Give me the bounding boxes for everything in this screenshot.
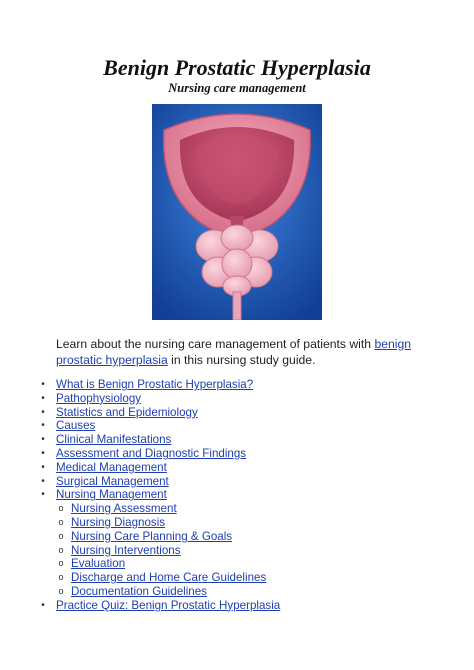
toc-item	[38, 392, 458, 406]
toc-sub-item	[38, 530, 458, 544]
toc-sub-item	[38, 516, 458, 530]
document-subtitle: Nursing care management	[168, 81, 306, 95]
toc-sub-link[interactable]: Evaluation	[71, 557, 126, 571]
toc-item	[38, 433, 458, 447]
toc-link-practice-quiz[interactable]: Practice Quiz: Benign Prostatic Hyperplasia	[56, 598, 281, 612]
toc-item	[38, 378, 458, 392]
document-title: Benign Prostatic Hyperplasia	[103, 55, 371, 80]
toc-sub-link[interactable]: Discharge and Home Care Guidelines	[71, 571, 267, 585]
bph-link[interactable]: benign prostatic hyperplasia	[56, 337, 412, 367]
toc-link[interactable]: Nursing Management	[56, 488, 167, 502]
toc-link[interactable]: Assessment and Diagnostic Findings	[56, 446, 247, 460]
intro-text-after: in this nursing study guide.	[167, 353, 316, 367]
toc-link[interactable]: What is Benign Prostatic Hyperplasia?	[56, 378, 254, 391]
toc-sub-link[interactable]: Nursing Interventions	[71, 543, 181, 557]
toc-link[interactable]: Medical Management	[56, 460, 167, 474]
toc-item	[38, 599, 458, 613]
sub-bullet-icon: o	[58, 544, 64, 555]
sub-bullet-icon: o	[58, 530, 64, 541]
toc-sub-item	[38, 585, 458, 599]
bullet-icon: •	[41, 420, 45, 432]
toc-item	[38, 447, 458, 461]
bullet-icon: •	[41, 475, 45, 487]
prostate-illustration	[152, 104, 322, 320]
sub-bullet-icon: o	[58, 572, 64, 583]
intro-text-before: Learn about the nursing care management of patients with	[56, 337, 375, 351]
bullet-icon: •	[41, 392, 45, 404]
toc-sub-link[interactable]: Nursing Diagnosis	[71, 515, 166, 529]
toc-item	[38, 488, 458, 502]
toc-sub-link[interactable]: Documentation Guidelines	[71, 584, 207, 598]
toc-link[interactable]: Causes	[56, 419, 96, 433]
toc-item	[38, 406, 458, 420]
sub-bullet-icon: o	[58, 585, 64, 596]
toc-item	[38, 475, 458, 489]
toc-sub-item	[38, 544, 458, 558]
toc-link[interactable]: Statistics and Epidemiology	[56, 405, 198, 419]
toc-item	[38, 461, 458, 475]
toc-sub-link[interactable]: Nursing Assessment	[71, 502, 177, 516]
intro-paragraph	[56, 336, 416, 368]
sub-bullet-icon: o	[58, 516, 64, 527]
toc-sub-item	[38, 557, 458, 571]
toc-sub-link[interactable]: Nursing Care Planning & Goals	[71, 529, 233, 543]
sub-bullet-icon: o	[58, 558, 64, 569]
table-of-contents	[38, 378, 458, 613]
bullet-icon: •	[41, 406, 45, 418]
bullet-icon: •	[41, 434, 45, 446]
toc-link[interactable]: Surgical Management	[56, 474, 169, 488]
toc-sub-item	[38, 571, 458, 585]
toc-link[interactable]: Clinical Manifestations	[56, 433, 172, 447]
bullet-icon: •	[41, 599, 45, 611]
bullet-icon: •	[41, 489, 45, 501]
bullet-icon: •	[41, 461, 45, 473]
toc-sub-item	[38, 502, 458, 516]
toc-link[interactable]: Pathophysiology	[56, 391, 142, 405]
bullet-icon: •	[41, 379, 45, 390]
sub-bullet-icon: o	[58, 503, 64, 514]
toc-item	[38, 419, 458, 433]
bullet-icon: •	[41, 447, 45, 459]
